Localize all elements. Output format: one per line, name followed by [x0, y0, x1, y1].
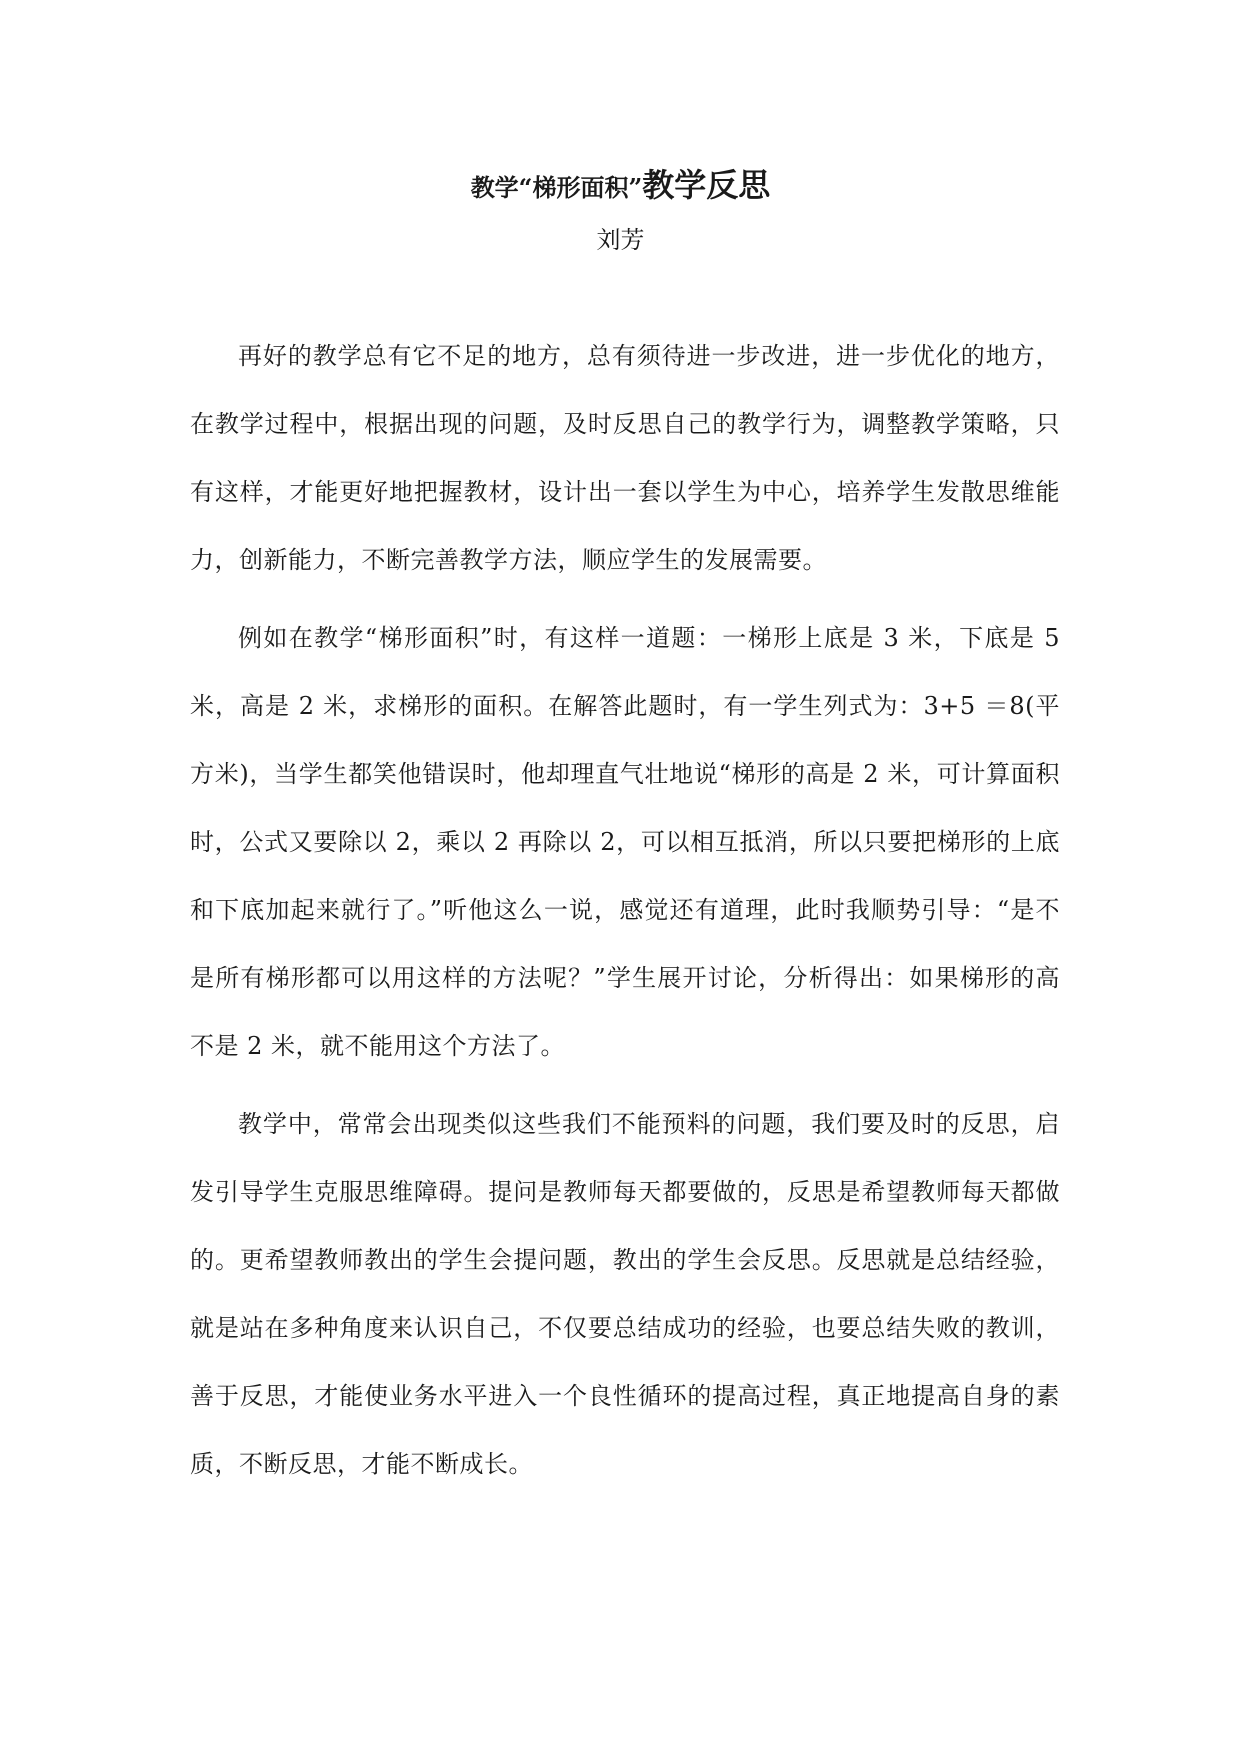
author-name: 刘芳	[596, 226, 645, 254]
title-part-1: 教学“梯形面积”	[470, 173, 643, 202]
paragraph-1: 再好的教学总有它不足的地方，总有须待进一步改进，进一步优化的地方，在教学过程中，根据出现的问题，及时反思自己的教学行为，调整教学策略，只有这样，才能更好地把握教材，设计出一套以学生为中心，培养学生发散思维能力，创新能力，不断完善教学方法，顺应学生的发展需要。	[190, 342, 1060, 574]
document-title	[0, 160, 1241, 206]
article-body	[190, 322, 1060, 1508]
paragraph-2: 例如在教学“梯形面积”时，有这样一道题：一梯形上底是 3 米，下底是 5 米，高是 2 米，求梯形的面积。在解答此题时，有一学生列式为：3+5 ＝8(平方米)，当学生都笑他错误时，他却理直气壮地说“梯形的高是 2 米，可计算面积时，公式又要除以 2，乘以 2 再除以 2，可以相互抵消，所以只要把梯形的上底和下底加起来就行了。”听他这么一说，感觉还有道理，此时我顺势引导：“是不是所有梯形都可以用这样的方法呢？”学生展开讨论，分析得出：如果梯形的高不是 2 米，就不能用这个方法了。	[190, 624, 1060, 1060]
paragraph-3: 教学中，常常会出现类似这些我们不能预料的问题，我们要及时的反思，启发引导学生克服思维障碍。提问是教师每天都要做的，反思是希望教师每天都做的。更希望教师教出的学生会提问题，教出的学生会反思。反思就是总结经验，就是站在多种角度来认识自己，不仅要总结成功的经验，也要总结失败的教训，善于反思，才能使业务水平进入一个良性循环的提高过程，真正地提高自身的素质，不断反思，才能不断成长。	[190, 1110, 1060, 1478]
title-part-2: 教学反思	[642, 166, 771, 204]
